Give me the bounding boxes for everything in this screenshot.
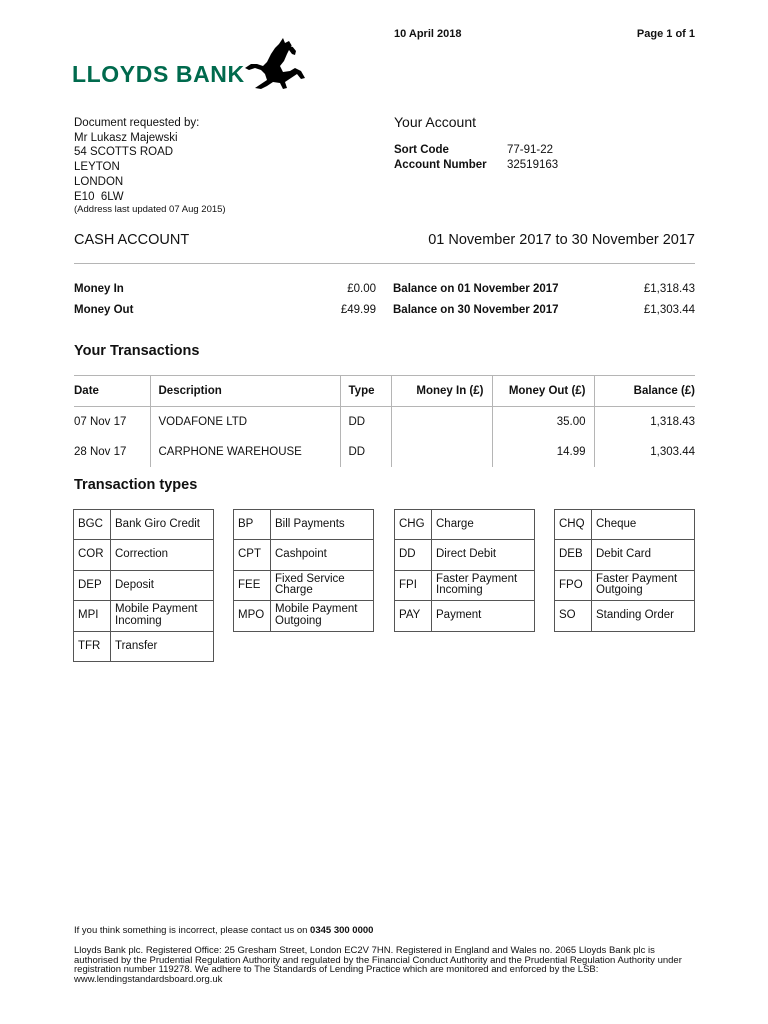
row-type: DD bbox=[340, 407, 391, 437]
col-money-out: Money Out (£) bbox=[492, 376, 594, 407]
contact-text: If you think something is incorrect, please contact us on bbox=[74, 925, 311, 936]
type-description: Correction bbox=[111, 540, 214, 570]
col-date: Date bbox=[74, 376, 150, 407]
type-description: Direct Debit bbox=[432, 540, 535, 570]
row-money-in bbox=[391, 437, 492, 467]
bank-name: LLOYDS BANK bbox=[72, 61, 245, 87]
type-code: FPI bbox=[395, 570, 432, 600]
row-money-out: 35.00 bbox=[492, 407, 594, 437]
type-row bbox=[74, 510, 214, 540]
type-row bbox=[234, 570, 374, 600]
type-row bbox=[234, 510, 374, 540]
type-row bbox=[234, 601, 374, 631]
row-description: CARPHONE WAREHOUSE bbox=[150, 437, 340, 467]
type-row bbox=[395, 540, 535, 570]
type-row bbox=[395, 601, 535, 631]
type-code: CHQ bbox=[555, 510, 592, 540]
row-money-out: 14.99 bbox=[492, 437, 594, 467]
sort-code-label: Sort Code bbox=[394, 144, 449, 156]
transaction-types-table-3 bbox=[394, 509, 535, 632]
divider bbox=[74, 263, 695, 264]
type-description: Charge bbox=[432, 510, 535, 540]
type-row bbox=[555, 570, 695, 600]
row-date: 28 Nov 17 bbox=[74, 445, 127, 458]
col-description: Description bbox=[150, 376, 340, 407]
account-number-value: 32519163 bbox=[507, 159, 559, 171]
contact-line bbox=[74, 925, 373, 936]
type-code: BGC bbox=[74, 510, 111, 540]
type-description: Bill Payments bbox=[271, 510, 374, 540]
type-description: Payment bbox=[432, 601, 535, 631]
type-row bbox=[555, 601, 695, 631]
transaction-types-table-2 bbox=[233, 509, 374, 632]
type-row bbox=[555, 540, 695, 570]
account-number-label: Account Number bbox=[394, 159, 487, 171]
sort-code-row bbox=[394, 143, 558, 158]
address-postcode: E10 6LW bbox=[74, 190, 124, 203]
type-description: Cheque bbox=[592, 510, 695, 540]
address-note: (Address last updated 07 Aug 2015) bbox=[74, 204, 226, 216]
row-money-in bbox=[391, 407, 492, 437]
type-description: Fixed Service Charge bbox=[271, 570, 374, 600]
type-description: Cashpoint bbox=[271, 540, 374, 570]
type-code: DEP bbox=[74, 570, 111, 600]
type-code: SO bbox=[555, 601, 592, 631]
black-horse-icon bbox=[243, 38, 309, 92]
type-row bbox=[395, 510, 535, 540]
col-balance: Balance (£) bbox=[594, 376, 695, 407]
statement-date: 10 April 2018 bbox=[394, 28, 462, 40]
type-code: CHG bbox=[395, 510, 432, 540]
type-row bbox=[74, 601, 214, 631]
page-number: Page 1 of 1 bbox=[636, 28, 695, 40]
opening-balance-value: £1,318.43 bbox=[643, 283, 695, 295]
type-row bbox=[74, 570, 214, 600]
type-description: Transfer bbox=[111, 631, 214, 661]
transactions-title: Your Transactions bbox=[74, 343, 200, 359]
row-balance: 1,303.44 bbox=[594, 437, 695, 467]
account-number-row bbox=[394, 158, 558, 173]
opening-balance-label: Balance on 01 November 2017 bbox=[393, 283, 559, 295]
type-description: Mobile Payment Incoming bbox=[111, 601, 214, 631]
table-header-row bbox=[74, 376, 695, 407]
type-description: Standing Order bbox=[592, 601, 695, 631]
type-row bbox=[74, 540, 214, 570]
type-code: FPO bbox=[555, 570, 592, 600]
customer-address bbox=[74, 116, 226, 215]
legal-notice: Lloyds Bank plc. Registered Office: 25 Gresham Street, London EC2V 7HN. Registered in England and Wales no. 2065 Lloyds Bank plc is authorised by the Prudential Regulation Authority and regulated by the Financial Conduct Authority and the Prudential Regulation Authority under registration number 119278. We adhere to The Standards of Lending Practice which are monitored and enforced by the LSB: www.lendingstandardsboard.org.uk bbox=[74, 945, 682, 985]
type-description: Faster Payment Outgoing bbox=[592, 570, 695, 600]
account-details bbox=[394, 143, 558, 173]
type-code: MPI bbox=[74, 601, 111, 631]
address-line-1: 54 SCOTTS ROAD bbox=[74, 146, 174, 159]
transaction-types-title: Transaction types bbox=[74, 477, 198, 493]
your-account-title: Your Account bbox=[394, 114, 476, 130]
table-row bbox=[74, 407, 695, 437]
type-row bbox=[395, 570, 535, 600]
statement-period: 01 November 2017 to 30 November 2017 bbox=[428, 232, 695, 248]
account-type-title: CASH ACCOUNT bbox=[74, 232, 190, 248]
bank-logo bbox=[72, 38, 312, 92]
row-type: DD bbox=[340, 437, 391, 467]
contact-phone: 0345 300 0000 bbox=[310, 925, 374, 936]
table-row bbox=[74, 437, 695, 467]
type-code: BP bbox=[234, 510, 271, 540]
type-description: Faster Payment Incoming bbox=[432, 570, 535, 600]
type-description: Bank Giro Credit bbox=[111, 510, 214, 540]
type-code: COR bbox=[74, 540, 111, 570]
type-code: MPO bbox=[234, 601, 271, 631]
type-row bbox=[74, 631, 214, 661]
type-code: CPT bbox=[234, 540, 271, 570]
row-balance: 1,318.43 bbox=[594, 407, 695, 437]
transaction-types-table-4 bbox=[554, 509, 695, 632]
type-code: FEE bbox=[234, 570, 271, 600]
type-description: Mobile Payment Outgoing bbox=[271, 601, 374, 631]
money-in-value: £0.00 bbox=[347, 283, 376, 295]
type-description: Debit Card bbox=[592, 540, 695, 570]
type-code: DD bbox=[395, 540, 432, 570]
type-code: DEB bbox=[555, 540, 592, 570]
col-money-in: Money In (£) bbox=[391, 376, 492, 407]
closing-balance-value: £1,303.44 bbox=[643, 304, 695, 316]
money-out-label: Money Out bbox=[74, 304, 134, 316]
sort-code-value: 77-91-22 bbox=[507, 144, 554, 156]
row-date: 07 Nov 17 bbox=[74, 415, 127, 428]
row-description: VODAFONE LTD bbox=[150, 407, 340, 437]
type-code: PAY bbox=[395, 601, 432, 631]
transactions-table bbox=[74, 375, 695, 467]
customer-name: Mr Lukasz Majewski bbox=[74, 131, 178, 144]
transaction-types-table-1 bbox=[73, 509, 214, 662]
requested-by-label: Document requested by: bbox=[74, 117, 200, 129]
type-row bbox=[555, 510, 695, 540]
money-in-label: Money In bbox=[74, 283, 124, 295]
type-code: TFR bbox=[74, 631, 111, 661]
money-out-value: £49.99 bbox=[340, 304, 376, 316]
closing-balance-label: Balance on 30 November 2017 bbox=[393, 304, 559, 316]
col-type: Type bbox=[340, 376, 391, 407]
type-row bbox=[234, 540, 374, 570]
type-description: Deposit bbox=[111, 570, 214, 600]
address-line-2: LEYTON bbox=[74, 161, 120, 174]
address-line-3: LONDON bbox=[74, 175, 124, 188]
